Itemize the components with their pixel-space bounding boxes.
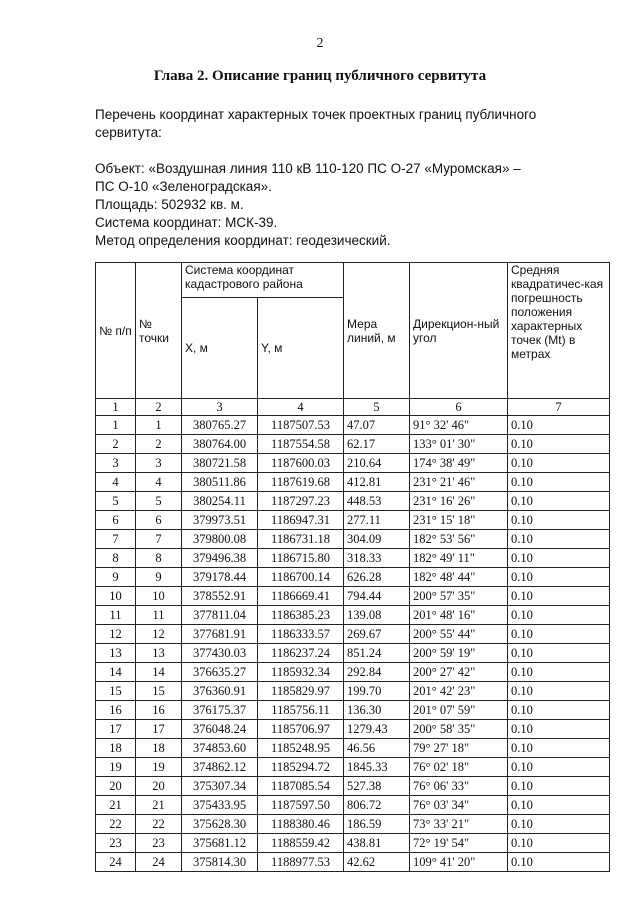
- cell-error: 0.10: [508, 416, 610, 435]
- cell-y: 1188977.53: [258, 853, 344, 872]
- cell-error: 0.10: [508, 492, 610, 511]
- cell-y: 1186715.80: [258, 549, 344, 568]
- cell-error: 0.10: [508, 758, 610, 777]
- cell-length: 318.33: [344, 549, 410, 568]
- cell-y: 1187619.68: [258, 473, 344, 492]
- cell-length: 1845.33: [344, 758, 410, 777]
- table-row: [96, 435, 610, 454]
- cell-num-point: 21: [136, 796, 182, 815]
- cell-num-pp: 17: [96, 720, 136, 739]
- header-error: Средняя квадратичес-кая погрешность положения характерных точек (Mt) в метрах: [508, 263, 610, 399]
- intro-text: Перечень координат характерных точек проектных границ публичного сервитута:: [95, 107, 537, 140]
- cell-angle: 231° 15' 18": [410, 511, 508, 530]
- col-number: 7: [508, 399, 610, 416]
- cell-angle: 73° 33' 21": [410, 815, 508, 834]
- cell-y: 1185248.95: [258, 739, 344, 758]
- table-body: [96, 416, 610, 872]
- cell-num-point: 17: [136, 720, 182, 739]
- cell-y: 1187554.58: [258, 435, 344, 454]
- cell-angle: 133° 01' 30": [410, 435, 508, 454]
- header-coord-system: Система координат кадастрового района: [182, 263, 344, 298]
- cell-length: 47.07: [344, 416, 410, 435]
- table-row: [96, 606, 610, 625]
- cell-error: 0.10: [508, 720, 610, 739]
- cell-x: 375433.95: [182, 796, 258, 815]
- coordinates-table: [95, 262, 610, 872]
- cell-y: 1186731.18: [258, 530, 344, 549]
- cell-length: 851.24: [344, 644, 410, 663]
- cell-length: 806.72: [344, 796, 410, 815]
- header-x: X, м: [182, 298, 258, 399]
- cell-num-pp: 18: [96, 739, 136, 758]
- cell-error: 0.10: [508, 549, 610, 568]
- cell-y: 1185706.97: [258, 720, 344, 739]
- cell-x: 374862.12: [182, 758, 258, 777]
- cell-error: 0.10: [508, 853, 610, 872]
- cell-length: 448.53: [344, 492, 410, 511]
- cell-angle: 91° 32' 46": [410, 416, 508, 435]
- cell-x: 376360.91: [182, 682, 258, 701]
- cell-error: 0.10: [508, 454, 610, 473]
- cell-error: 0.10: [508, 701, 610, 720]
- col-number: 3: [182, 399, 258, 416]
- cell-num-pp: 3: [96, 454, 136, 473]
- cell-num-pp: 20: [96, 777, 136, 796]
- cell-y: 1186333.57: [258, 625, 344, 644]
- cell-length: 210.64: [344, 454, 410, 473]
- col-number: 4: [258, 399, 344, 416]
- cell-x: 380721.58: [182, 454, 258, 473]
- cell-x: 380764.00: [182, 435, 258, 454]
- cell-x: 375628.30: [182, 815, 258, 834]
- cell-num-point: 12: [136, 625, 182, 644]
- cell-x: 379178.44: [182, 568, 258, 587]
- cell-length: 1279.43: [344, 720, 410, 739]
- table-row: [96, 530, 610, 549]
- cell-x: 379496.38: [182, 549, 258, 568]
- cell-y: 1187507.53: [258, 416, 344, 435]
- cell-num-pp: 22: [96, 815, 136, 834]
- cell-y: 1187085.54: [258, 777, 344, 796]
- cell-num-pp: 9: [96, 568, 136, 587]
- cell-error: 0.10: [508, 606, 610, 625]
- header-y: Y, м: [258, 298, 344, 399]
- col-number: 2: [136, 399, 182, 416]
- cell-x: 380254.11: [182, 492, 258, 511]
- cell-error: 0.10: [508, 625, 610, 644]
- cell-angle: 201° 48' 16": [410, 606, 508, 625]
- cell-length: 139.08: [344, 606, 410, 625]
- cell-length: 62.17: [344, 435, 410, 454]
- cell-x: 375814.30: [182, 853, 258, 872]
- cell-x: 374853.60: [182, 739, 258, 758]
- cell-angle: 72° 19' 54": [410, 834, 508, 853]
- cell-num-point: 20: [136, 777, 182, 796]
- header-line-length: Мера линий, м: [344, 263, 410, 399]
- cell-angle: 182° 49' 11": [410, 549, 508, 568]
- cell-error: 0.10: [508, 511, 610, 530]
- cell-length: 46.56: [344, 739, 410, 758]
- cell-num-point: 19: [136, 758, 182, 777]
- cell-error: 0.10: [508, 473, 610, 492]
- cell-num-point: 8: [136, 549, 182, 568]
- cell-num-point: 16: [136, 701, 182, 720]
- cell-y: 1186237.24: [258, 644, 344, 663]
- cell-y: 1186669.41: [258, 587, 344, 606]
- cell-length: 304.09: [344, 530, 410, 549]
- col-number: 1: [96, 399, 136, 416]
- table-row: [96, 796, 610, 815]
- cell-angle: 109° 41' 20": [410, 853, 508, 872]
- cell-angle: 200° 27' 42": [410, 663, 508, 682]
- cell-num-point: 10: [136, 587, 182, 606]
- cell-x: 378552.91: [182, 587, 258, 606]
- page-title: Глава 2. Описание границ публичного сервитута: [153, 68, 487, 84]
- table-row: [96, 815, 610, 834]
- cell-y: 1185829.97: [258, 682, 344, 701]
- cell-num-point: 9: [136, 568, 182, 587]
- cell-num-pp: 23: [96, 834, 136, 853]
- cell-error: 0.10: [508, 568, 610, 587]
- cell-angle: 201° 07' 59": [410, 701, 508, 720]
- cell-x: 380511.86: [182, 473, 258, 492]
- table-row: [96, 473, 610, 492]
- table-row: [96, 625, 610, 644]
- cell-x: 380765.27: [182, 416, 258, 435]
- cell-length: 199.70: [344, 682, 410, 701]
- cell-error: 0.10: [508, 834, 610, 853]
- cell-angle: 76° 02' 18": [410, 758, 508, 777]
- cell-length: 136.30: [344, 701, 410, 720]
- table-row: [96, 644, 610, 663]
- table-row: [96, 549, 610, 568]
- table-row: [96, 568, 610, 587]
- header-direction-angle: Дирекцион-ный угол: [410, 263, 508, 399]
- table-row: [96, 777, 610, 796]
- cell-x: 376175.37: [182, 701, 258, 720]
- cell-error: 0.10: [508, 739, 610, 758]
- cell-error: 0.10: [508, 587, 610, 606]
- cell-length: 438.81: [344, 834, 410, 853]
- cell-angle: 231° 16' 26": [410, 492, 508, 511]
- cell-x: 379973.51: [182, 511, 258, 530]
- table-row: [96, 758, 610, 777]
- table-row: [96, 701, 610, 720]
- cell-error: 0.10: [508, 796, 610, 815]
- cell-y: 1187297.23: [258, 492, 344, 511]
- cell-num-point: 22: [136, 815, 182, 834]
- cell-angle: 200° 55' 44": [410, 625, 508, 644]
- cell-y: 1188559.42: [258, 834, 344, 853]
- cell-num-point: 1: [136, 416, 182, 435]
- cell-y: 1187600.03: [258, 454, 344, 473]
- table-row: [96, 492, 610, 511]
- cell-x: 377681.91: [182, 625, 258, 644]
- cell-length: 794.44: [344, 587, 410, 606]
- table-row: [96, 454, 610, 473]
- cell-num-pp: 5: [96, 492, 136, 511]
- cell-num-point: 23: [136, 834, 182, 853]
- cell-error: 0.10: [508, 663, 610, 682]
- cell-y: 1188380.46: [258, 815, 344, 834]
- cell-y: 1186700.14: [258, 568, 344, 587]
- cell-error: 0.10: [508, 530, 610, 549]
- cell-num-pp: 13: [96, 644, 136, 663]
- col-number: 6: [410, 399, 508, 416]
- cell-num-point: 18: [136, 739, 182, 758]
- cell-length: 277.11: [344, 511, 410, 530]
- cell-error: 0.10: [508, 435, 610, 454]
- cell-num-point: 24: [136, 853, 182, 872]
- cell-num-point: 11: [136, 606, 182, 625]
- coord-system-line: Система координат: МСК-39.: [95, 215, 278, 230]
- cell-x: 375307.34: [182, 777, 258, 796]
- cell-angle: 200° 59' 19": [410, 644, 508, 663]
- cell-angle: 182° 53' 56": [410, 530, 508, 549]
- table-row: [96, 416, 610, 435]
- cell-x: 377430.03: [182, 644, 258, 663]
- cell-error: 0.10: [508, 682, 610, 701]
- cell-angle: 200° 58' 35": [410, 720, 508, 739]
- object-meta: [95, 160, 615, 250]
- cell-length: 292.84: [344, 663, 410, 682]
- cell-y: 1186947.31: [258, 511, 344, 530]
- cell-length: 42.62: [344, 853, 410, 872]
- cell-num-point: 5: [136, 492, 182, 511]
- header-num-pp: № п/п: [96, 263, 136, 399]
- cell-x: 376635.27: [182, 663, 258, 682]
- object-line-2: ПС О-10 «Зеленоградская».: [95, 179, 272, 194]
- cell-x: 376048.24: [182, 720, 258, 739]
- cell-angle: 174° 38' 49": [410, 454, 508, 473]
- cell-y: 1185932.34: [258, 663, 344, 682]
- cell-error: 0.10: [508, 644, 610, 663]
- header-num-point: № точки: [136, 263, 182, 399]
- cell-num-pp: 21: [96, 796, 136, 815]
- table-row: [96, 587, 610, 606]
- cell-num-pp: 10: [96, 587, 136, 606]
- cell-y: 1185756.11: [258, 701, 344, 720]
- cell-angle: 231° 21' 46": [410, 473, 508, 492]
- area-line: Площадь: 502932 кв. м.: [95, 197, 244, 212]
- cell-num-pp: 24: [96, 853, 136, 872]
- cell-angle: 76° 06' 33": [410, 777, 508, 796]
- cell-num-pp: 4: [96, 473, 136, 492]
- cell-error: 0.10: [508, 777, 610, 796]
- page-number: 2: [316, 36, 324, 51]
- cell-angle: 182° 48' 44": [410, 568, 508, 587]
- cell-length: 269.67: [344, 625, 410, 644]
- cell-angle: 200° 57' 35": [410, 587, 508, 606]
- cell-num-pp: 14: [96, 663, 136, 682]
- cell-num-point: 15: [136, 682, 182, 701]
- cell-num-pp: 6: [96, 511, 136, 530]
- cell-num-pp: 15: [96, 682, 136, 701]
- cell-length: 626.28: [344, 568, 410, 587]
- cell-num-pp: 2: [96, 435, 136, 454]
- cell-num-pp: 16: [96, 701, 136, 720]
- cell-length: 412.81: [344, 473, 410, 492]
- cell-num-point: 14: [136, 663, 182, 682]
- cell-num-pp: 19: [96, 758, 136, 777]
- table-row: [96, 511, 610, 530]
- cell-x: 375681.12: [182, 834, 258, 853]
- cell-num-point: 2: [136, 435, 182, 454]
- cell-num-point: 3: [136, 454, 182, 473]
- cell-num-pp: 12: [96, 625, 136, 644]
- cell-num-pp: 1: [96, 416, 136, 435]
- cell-num-point: 7: [136, 530, 182, 549]
- cell-num-point: 13: [136, 644, 182, 663]
- cell-x: 377811.04: [182, 606, 258, 625]
- object-line-1: Объект: «Воздушная линия 110 кВ 110-120 ПС О-27 «Муромская» –: [95, 161, 521, 176]
- cell-y: 1186385.23: [258, 606, 344, 625]
- cell-error: 0.10: [508, 815, 610, 834]
- cell-angle: 79° 27' 18": [410, 739, 508, 758]
- cell-y: 1185294.72: [258, 758, 344, 777]
- col-number: 5: [344, 399, 410, 416]
- cell-angle: 76° 03' 34": [410, 796, 508, 815]
- table-row: [96, 682, 610, 701]
- table-row: [96, 739, 610, 758]
- table-row: [96, 834, 610, 853]
- table-row: [96, 663, 610, 682]
- cell-x: 379800.08: [182, 530, 258, 549]
- cell-length: 186.59: [344, 815, 410, 834]
- cell-length: 527.38: [344, 777, 410, 796]
- cell-num-pp: 11: [96, 606, 136, 625]
- cell-y: 1187597.50: [258, 796, 344, 815]
- cell-num-pp: 8: [96, 549, 136, 568]
- method-line: Метод определения координат: геодезический.: [95, 233, 391, 248]
- table-row: [96, 853, 610, 872]
- cell-num-point: 4: [136, 473, 182, 492]
- table-row: [96, 720, 610, 739]
- cell-num-point: 6: [136, 511, 182, 530]
- cell-angle: 201° 42' 23": [410, 682, 508, 701]
- cell-num-pp: 7: [96, 530, 136, 549]
